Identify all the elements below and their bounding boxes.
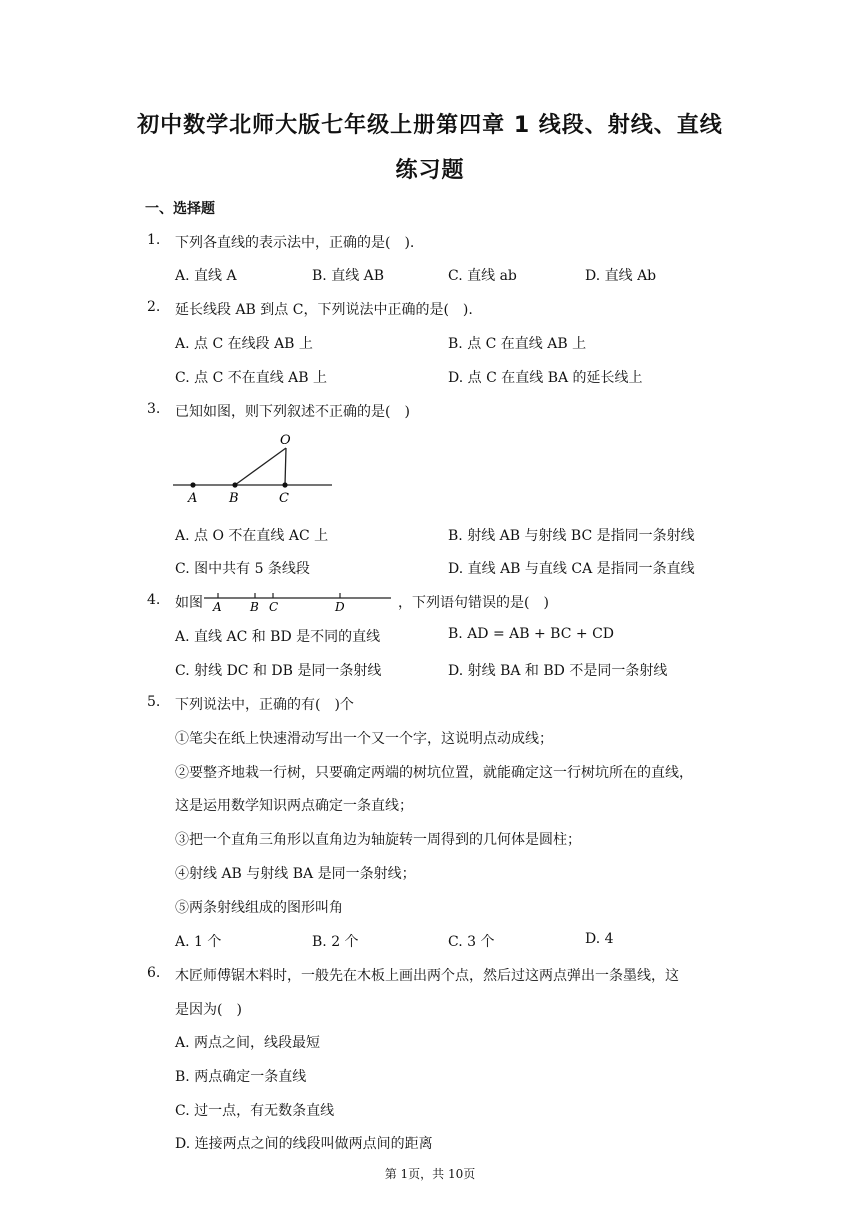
q5-option-b: B. 2 个 [312,934,359,950]
q2-option-c: C. 点 C 不在直线 AB 上 [175,370,328,386]
q3-point-b [232,482,237,487]
question-text: 已知如图，则下列叙述不正确的是( ) [175,404,410,420]
q3-point-a [190,482,195,487]
q5-statement-4: ④射线 AB 与射线 BA 是同一条射线； [175,866,416,882]
q5-statement-3: ③把一个直角三角形以直角边为轴旋转一周得到的几何体是圆柱； [175,832,581,848]
q4-option-c: C. 射线 DC 和 DB 是同一条射线 [175,663,382,679]
q5-statement-5: ⑤两条射线组成的图形叫角 [175,900,343,916]
q1-option-c: C. 直线 ab [448,268,517,284]
q5-statement-2b: 这是运用数学知识两点确定一条直线； [175,798,413,814]
q5-statement-2a: ②要整齐地栽一行树，只要确定两端的树坑位置，就能确定这一行树坑所在的直线， [175,765,693,781]
q2-option-b: B. 点 C 在直线 AB 上 [448,336,587,352]
q3-option-c: C. 图中共有 5 条线段 [175,561,310,577]
q3-option-d: D. 直线 AB 与直线 CA 是指同一条直线 [448,561,695,577]
q3-label-a: A [188,491,198,506]
q1-option-d: D. 直线 Ab [585,268,657,284]
question-text-continued: 是因为( ) [175,1002,242,1018]
page-footer: 第 1页，共 10页 [384,1167,476,1181]
question-text-before: 如图 [175,595,203,611]
q6-option-c: C. 过一点，有无数条直线 [175,1103,335,1119]
q5-statement-1: ①笔尖在纸上快速滑动写出一个又一个字，这说明点动成线； [175,731,553,747]
q4-label-a: A [213,600,222,614]
q1-option-b: B. 直线 AB [312,268,385,284]
q4-option-a: A. 直线 AC 和 BD 是不同的直线 [175,629,381,645]
q5-option-d: D. 4 [585,931,614,947]
question-text: 下列说法中，正确的有( )个 [175,697,354,713]
question-number: 6. [147,965,161,981]
question-text: 延长线段 AB 到点 C，下列说法中正确的是( ). [175,302,473,318]
question-number: 4. [147,592,161,608]
q2-option-a: A. 点 C 在线段 AB 上 [175,336,313,352]
q6-option-b: B. 两点确定一条直线 [175,1069,307,1085]
q5-option-c: C. 3 个 [448,934,495,950]
q3-option-a: A. 点 O 不在直线 AC 上 [175,528,329,544]
q4-option-d: D. 射线 BA 和 BD 不是同一条射线 [448,663,668,679]
q5-option-a: A. 1 个 [175,934,222,950]
question-number: 1. [147,232,161,248]
q6-option-a: A. 两点之间，线段最短 [175,1035,321,1051]
question-number: 5. [147,694,161,710]
q3-point-c [282,482,287,487]
q3-label-c: C [279,491,289,506]
q4-label-c: C [269,600,279,614]
q3-label-o: O [280,433,291,448]
q3-figure [170,430,340,510]
q3-label-b: B [229,491,239,506]
q6-option-d: D. 连接两点之间的线段叫做两点间的距离 [175,1136,433,1152]
page-subtitle: 练习题 [395,158,465,183]
q4-option-b: B. AD = AB + BC + CD [448,626,615,642]
question-text: 下列各直线的表示法中，正确的是( ). [175,235,415,251]
question-number: 3. [147,401,161,417]
q4-label-b: B [250,600,259,614]
q3-option-b: B. 射线 AB 与射线 BC 是指同一条射线 [448,528,695,544]
q3-segment-oc [285,448,286,485]
question-text: 木匠师傅锯木料时，一般先在木板上画出两个点，然后过这两点弹出一条墨线，这 [175,968,679,984]
q2-option-d: D. 点 C 在直线 BA 的延长线上 [448,370,643,386]
q3-segment-bo [235,448,286,485]
question-text-after: ，下列语句错误的是( ) [398,595,549,611]
q1-option-a: A. 直线 A [175,268,237,284]
section-heading: 一、选择题 [145,201,215,217]
page-title: 初中数学北师大版七年级上册第四章 1 线段、射线、直线 [137,113,723,138]
q4-label-d: D [335,600,345,614]
q4-figure [203,588,395,616]
question-number: 2. [147,299,161,315]
